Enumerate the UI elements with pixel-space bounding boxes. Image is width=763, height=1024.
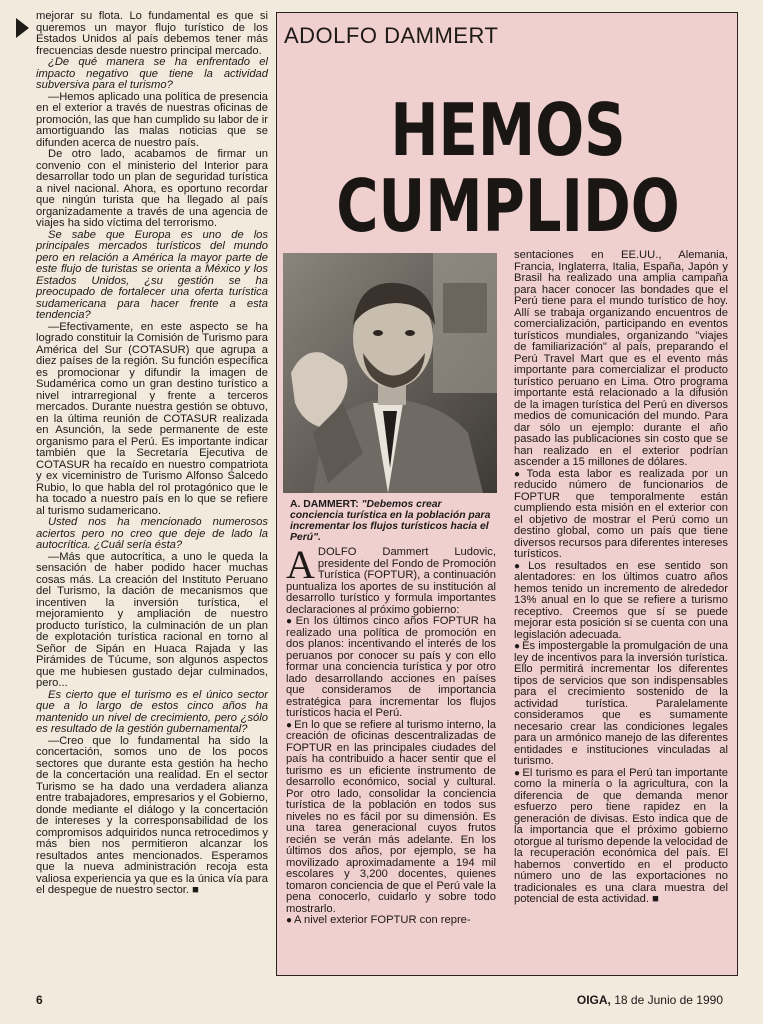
paragraph-text: En lo que se refiere al turismo interno, la creación de oficinas descentralizadas de FOPTUR en las principales ciudades del país ha contribuido a hacer sentir que el turismo es un eficiente instrumento de desarrollo económico, social y cultural. Por otro lado, consolidar la conciencia turística de la población en todos sus niveles no es fácil por su dimensión. Es una tarea generacional cuyos frutos recién se verán más adelante. En los últimos dos años, por ejemplo, se ha movilizado aproximadamente a 194 mil escolares y 3,200 docentes, quienes tomaron conciencia de que el Perú vale la pena conocerlo, cuidarlo y sobre todo mostrarlo.	[286, 718, 497, 915]
page-footer	[577, 993, 723, 1007]
article-paragraph	[514, 250, 728, 469]
photo-caption	[290, 499, 496, 543]
paragraph-text: Es cierto que el turismo es el único sector que a lo largo de estos cinco años ha mantenido un nivel de crecimiento, pero ¿sólo es resultado de la gestión gubernamental?	[36, 688, 268, 735]
intro-paragraph	[286, 542, 496, 616]
article-paragraph	[286, 616, 496, 720]
section-label: ADOLFO DAMMERT	[284, 23, 499, 48]
article-paragraph	[286, 720, 496, 916]
intro-text: DOLFO Dammert Ludovic, presidente del Fondo de Promoción Turística (FOPTUR), a continuación puntualiza los aportes de su institución al desarrollo turístico y formula importantes declaraciones al próximo gobierno:	[286, 546, 496, 616]
middle-bullet-list	[286, 616, 496, 927]
article-paragraph	[36, 230, 268, 322]
drop-cap: A	[286, 542, 315, 587]
continuation-arrow-icon	[16, 18, 29, 38]
paragraph-text: Usted nos ha mencionado numerosos aciertos pero no creo que deje de lado la autocrítica. ¿Cuál sería ésta?	[36, 516, 268, 551]
article-paragraph	[36, 149, 268, 230]
bullet-icon: ●	[514, 560, 527, 572]
paragraph-text: —Más que autocrítica, a uno le queda la sensación de haber podido hacer muchas cosas más. La creación del Instituto Peruano del Turismo, la dación de mecanismos que incentiven la inversión turística, el mejoramiento y ampliación de nuestro producto turístico, la culminación de un plan de explotación turística racional en torno al Señor de Sipán en Huaca Rajada y las Pirámides de Túcume, son algunos aspectos que me hubiesen gustado dejar culminados, pero...	[36, 550, 268, 689]
article-paragraph	[36, 57, 268, 92]
article-paragraph	[514, 561, 728, 642]
bullet-icon: ●	[514, 641, 521, 652]
article-paragraph	[36, 552, 268, 690]
paragraph-text: mejorar su flota. Lo fundamental es que si queremos un mayor flujo turístico de los Estados Unidos al país debemos tener más frecuencias desde nuestro principal mercado.	[36, 10, 268, 57]
page-number: 6	[36, 993, 43, 1007]
article-paragraph	[514, 641, 728, 768]
article-paragraph	[36, 92, 268, 150]
headline-line-1: HEMOS	[390, 88, 626, 172]
paragraph-text: —Efectivamente, en este aspecto se ha logrado constituir la Comisión de Turismo para América del Sur (COTASUR) que agrupa a diez países de la región. Su función específica es promocionar y difundir la imagen de Sudamérica como un gran destino turístico a nivel intrarregional y frente a terceros mercados. Durante nuestra gestión se obtuvo, en la última reunión de COTASUR realizada en Asunción, la sede permanente de este organismo para el Perú. Es importante indicar también que la Secretaría Ejecutiva de COTASUR ha recaído en nuestro compatriota y ex viceministro de Turismo Alfonso Salcedo Rubio, lo que habla del rol protagónico que le ha tocado a nuestro país en lo que se refiere al turismo sudamericano.	[36, 320, 268, 517]
middle-article-column	[286, 542, 497, 927]
left-article-column	[36, 11, 268, 897]
article-paragraph	[36, 322, 268, 518]
article-paragraph	[514, 469, 728, 561]
paragraph-text: sentaciones en EE.UU., Alemania, Francia, Inglaterra, Italia, España, Japón y Brasil ha realizado una amplia campaña para hacer conocer las bondades que el Perú tiene para el mundo turístico de hoy. Allí se trabaja organizando encuentros de comercialización, participando en eventos turísticos mundiales, organizando "viajes de familiarización" al país, preparando el Perú Travel Mart que es el evento más importante para comercializar el producto turístico peruano en Lima. Otro programa importante está relacionado a la difusión de la imagen turística del Perú en diversos medios de comunicación del mundo. Para dar sólo un ejemplo: durante el año pasado las publicaciones sin costo que se han realizado en el exterior podrían ascender a 15 millones de dólares.	[514, 249, 728, 468]
caption-quote: "Debemos crear conciencia turística en la población para incrementar los flujos turísticos hacia el Perú".	[290, 499, 491, 543]
bullet-icon: ●	[286, 719, 293, 731]
article-paragraph	[36, 11, 268, 57]
bullet-icon: ●	[286, 915, 293, 926]
paragraph-text: A nivel exterior FOPTUR con repre-	[294, 914, 471, 926]
article-paragraph	[36, 517, 268, 552]
issue-date: 18 de Junio de 1990	[614, 993, 723, 1007]
article-paragraph	[514, 768, 728, 906]
bullet-icon: ●	[514, 767, 521, 779]
article-paragraph	[36, 736, 268, 897]
portrait-photo	[283, 253, 497, 493]
publication-name: OIGA,	[576, 993, 611, 1007]
headline-line-2: CUMPLIDO	[336, 164, 680, 248]
caption-name: A. DAMMERT:	[290, 499, 359, 510]
paragraph-text: ¿De qué manera se ha enfrentado el impacto negativo que tiene la actividad subversiva para el turismo?	[36, 56, 268, 91]
paragraph-text: Toda esta labor es realizada por un reducido número de funcionarios de FOPTUR que temporalmente están cumpliendo esta misión en el exterior con el objetivo de mostrar el Perú como un destino global, como un país que tiene diversos recursos para diferentes intereses turísticos.	[514, 467, 728, 560]
paragraph-text: Es impostergable la promulgación de una ley de incentivos para la inversión turística. Ello permitirá incrementar los diferentes tipos de servicios que son indispensables para el crecimiento sostenido de la actividad turística. Paralelamente consideramos que es sumamente necesario crear las condiciones legales para un armónico manejo de las diferentes entidades e instituciones vinculadas al turismo.	[514, 640, 728, 767]
headline	[332, 88, 684, 248]
paragraph-text: —Hemos aplicado una política de presencia en el exterior a través de nuestras oficinas de promoción, las que han cumplido su labor de ir amortiguando las malas noticias que se difunden acerca de nuestro país.	[36, 90, 268, 149]
right-article-column	[514, 250, 728, 906]
paragraph-text: De otro lado, acabamos de firmar un convenio con el ministerio del Interior para desarrollar todo un plan de seguridad turística a nivel nacional. Ahora, es oportuno recordar que ningún turista que ha llegado al país organizadamente a través de una agencia de viajes ha sido víctima del terrorismo.	[36, 148, 268, 229]
bullet-icon: ●	[514, 468, 525, 480]
paragraph-text: Los resultados en ese sentido son alentadores: en los últimos cuatro años hemos tenido un incremento de alrededor 13% anual en lo que se refiere a turismo receptivo. Creemos que sí se puede mejorar esta posición si se cuenta con una legislación adecuada.	[514, 559, 728, 641]
paragraph-text: El turismo es para el Perú tan importante como la minería o la agricultura, con la diferencia de que demanda menor esfuerzo pero tiene rapidez en la generación de divisas. Esto indica que de la importancia que el próximo gobierno otorgue al turismo depende la velocidad de la recuperación económica del país. El habernos convertido en el producto número uno de las exportaciones no tradicionales es una clara muestra del potencial de esta actividad. ■	[514, 766, 728, 905]
paragraph-text: Se sabe que Europa es uno de los principales mercados turísticos del mundo pero en relación a América la mayor parte de este flujo de turistas se orienta a México y los Estados Unidos, ¿su gestión se ha preocupado de fortalecer una oferta turística sudamericana para hacer frente a esta tendencia?	[36, 228, 268, 321]
paragraph-text: En los últimos cinco años FOPTUR ha realizado una política de promoción en dos planos: incentivando el interés de los peruanos por conocer su país y con ello formar una conciencia turística y por otro lado desarrollando acciones en países que consideramos de importancia estratégica para incrementar los flujos turísticos hacia el Perú.	[286, 615, 496, 719]
portrait-illustration	[283, 253, 497, 493]
paragraph-text: —Creo que lo fundamental ha sido la concertación, somos uno de los pocos sectores que durante esta gestión ha hecho de la concertación una realidad. En el sector Turismo se ha dado una verdadera alianza entre trabajadores, empresarios y el Gobierno, donde mediante el diálogo y la concertación de intereses y la corresponsabilidad de los compromisos adquiridos nunca retrocedimos y más bien nos permitieron alcanzar los resultados antes mencionados. Esperamos que la nueva administración recoja esta valiosa experiencia ya que es la única vía para el despegue de nuestro sector. ■	[36, 734, 268, 896]
article-paragraph	[36, 690, 268, 736]
bullet-icon: ●	[286, 616, 294, 627]
article-paragraph	[286, 915, 496, 927]
